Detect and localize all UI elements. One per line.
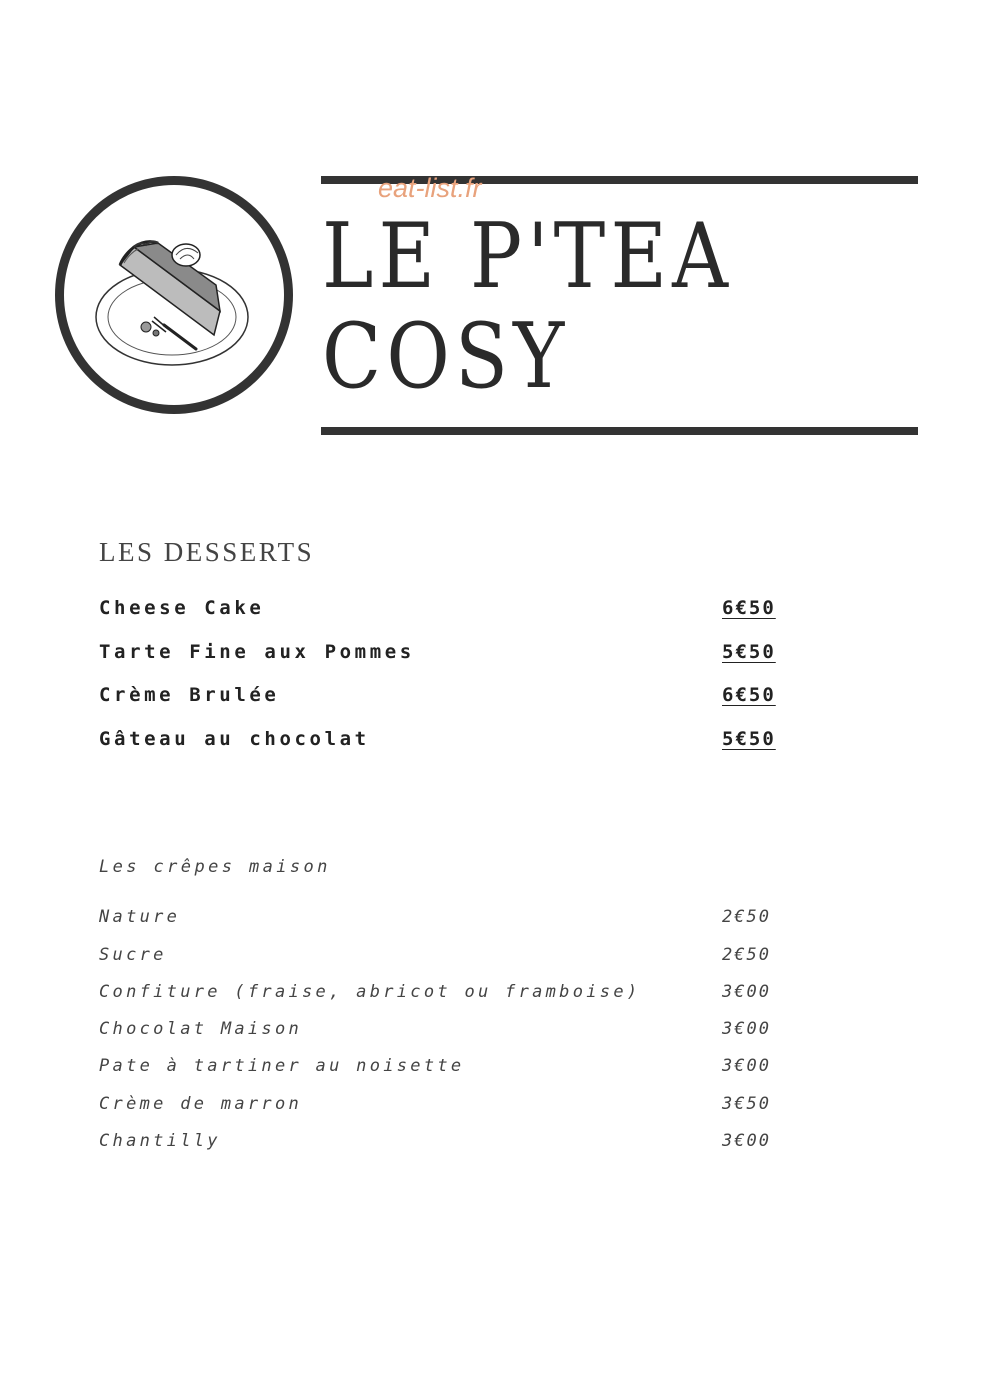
crepe-item-name: Chantilly	[99, 1131, 221, 1151]
watermark: eat-list.fr	[378, 173, 482, 203]
crepe-item-name: Sucre	[99, 945, 167, 965]
crepe-item-price: 3€00	[722, 1056, 771, 1076]
logo	[55, 176, 293, 414]
crepe-item-name: Chocolat Maison	[99, 1019, 303, 1039]
crepe-item	[99, 1056, 789, 1082]
menu-item-price: 6€50	[722, 597, 776, 619]
crepe-item-price: 2€50	[722, 907, 771, 927]
crepe-item-name: Pate à tartiner au noisette	[99, 1056, 465, 1076]
desserts-title: LES DESSERTS	[99, 537, 315, 567]
menu-item	[99, 641, 789, 671]
crepe-item-name: Confiture (fraise, abricot ou framboise)	[99, 982, 641, 1002]
brand-title-line2: COSY	[322, 304, 570, 409]
brand-title-line1: LE P'TEA	[322, 204, 734, 309]
menu-item-name: Tarte Fine aux Pommes	[99, 641, 415, 663]
menu-item-name: Crème Brulée	[99, 684, 280, 706]
crepe-item	[99, 1131, 789, 1157]
crepe-item	[99, 907, 789, 933]
menu-item-price: 6€50	[722, 684, 776, 706]
crepe-item-name: Nature	[99, 907, 181, 927]
menu-item-name: Gâteau au chocolat	[99, 728, 370, 750]
crepe-item	[99, 982, 789, 1008]
crepe-item-name: Crème de marron	[99, 1094, 303, 1114]
menu-item-price: 5€50	[722, 728, 776, 750]
menu-item	[99, 728, 789, 758]
pie-slice-icon	[94, 225, 254, 375]
crepe-item	[99, 945, 789, 971]
crepe-item	[99, 1019, 789, 1045]
crepe-item-price: 3€50	[722, 1094, 771, 1114]
crepes-title: Les crêpes maison	[99, 857, 331, 877]
crepe-item	[99, 1094, 789, 1120]
crepe-item-price: 3€00	[722, 982, 771, 1002]
crepe-item-price: 3€00	[722, 1131, 771, 1151]
bottom-rule	[321, 427, 918, 435]
crepe-item-price: 3€00	[722, 1019, 771, 1039]
menu-item	[99, 684, 789, 714]
menu-item-price: 5€50	[722, 641, 776, 663]
menu-item	[99, 597, 789, 627]
crepe-item-price: 2€50	[722, 945, 771, 965]
menu-item-name: Cheese Cake	[99, 597, 265, 619]
